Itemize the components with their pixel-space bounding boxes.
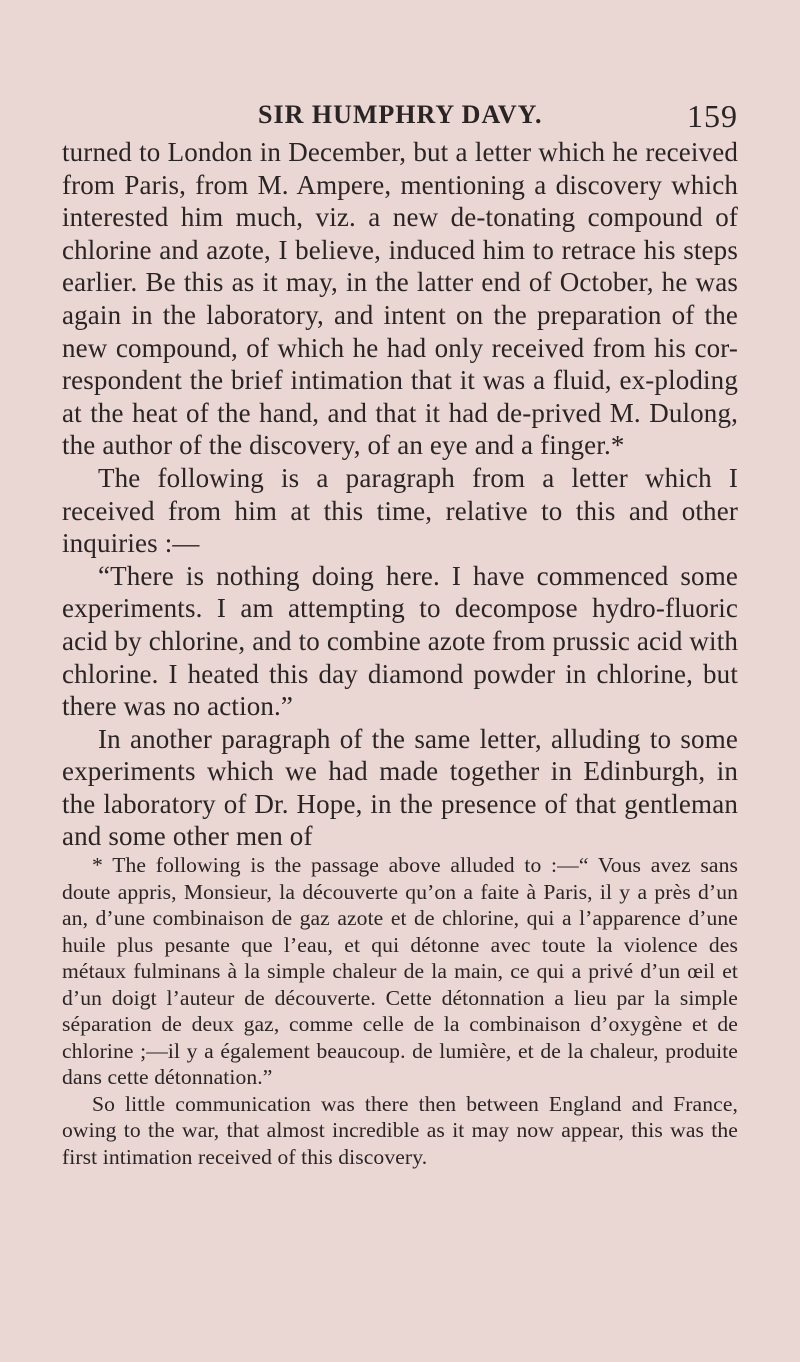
main-text (62, 136, 738, 853)
footnote: * The following is the passage above alluded to :—“ Vous avez sans doute appris, Monsieur, la découverte qu’on a faite à Paris, il y a près d’un an, d’une combinaison de gaz azote et de chlorine, qui a l’apparence d’une huile plus pesante que l’eau, et qui détonne avec toute la violence des métaux fulminans à la simple chaleur de la main, ce qui a privé d’un œil et d’un doigt l’auteur de découverte. Cette détonnation a lieu par la simple séparation de deux gaz, comme celle de la combinaison d’oxygène et de chlorine ;—il y a également beaucoup. de lumière, et de la chaleur, produite dans cette détonnation.” (62, 853, 738, 1089)
footnotes (62, 852, 738, 1170)
running-head (258, 100, 738, 140)
body-paragraph: The following is a paragraph from a letter which I received from him at this time, relative to this and other inquiries :— (62, 462, 738, 559)
footnote-continuation: So little communication was there then between England and France, owing to the war, that almost incredible as it may now appear, this was the first intimation received of this discovery. (62, 1091, 738, 1169)
page-number: 159 (687, 98, 738, 134)
running-title: SIR HUMPHRY DAVY. (258, 100, 543, 129)
body-paragraph: In another paragraph of the same letter, alluding to some experiments which we had made together in Edinburgh, in the laboratory of Dr. Hope, in the presence of that gentleman and some other men of (62, 723, 738, 852)
body-paragraph: “There is nothing doing here. I have commenced some experiments. I am attempting to decompose hydro-fluoric acid by chlorine, and to combine azote from prussic acid with chlorine. I heated this day diamond powder in chlorine, but there was no action.” (62, 560, 738, 722)
body-paragraph: turned to London in December, but a letter which he received from Paris, from M. Ampere, mentioning a discovery which interested him much, viz. a new de-tonating compound of chlorine and azote, I believe, induced him to retrace his steps earlier. Be this as it may, in the latter end of October, he was again in the laboratory, and intent on the preparation of the new compound, of which he had only received from his cor-respondent the brief intimation that it was a fluid, ex-ploding at the heat of the hand, and that it had de-prived M. Dulong, the author of the discovery, of an eye and a finger.* (62, 137, 738, 461)
